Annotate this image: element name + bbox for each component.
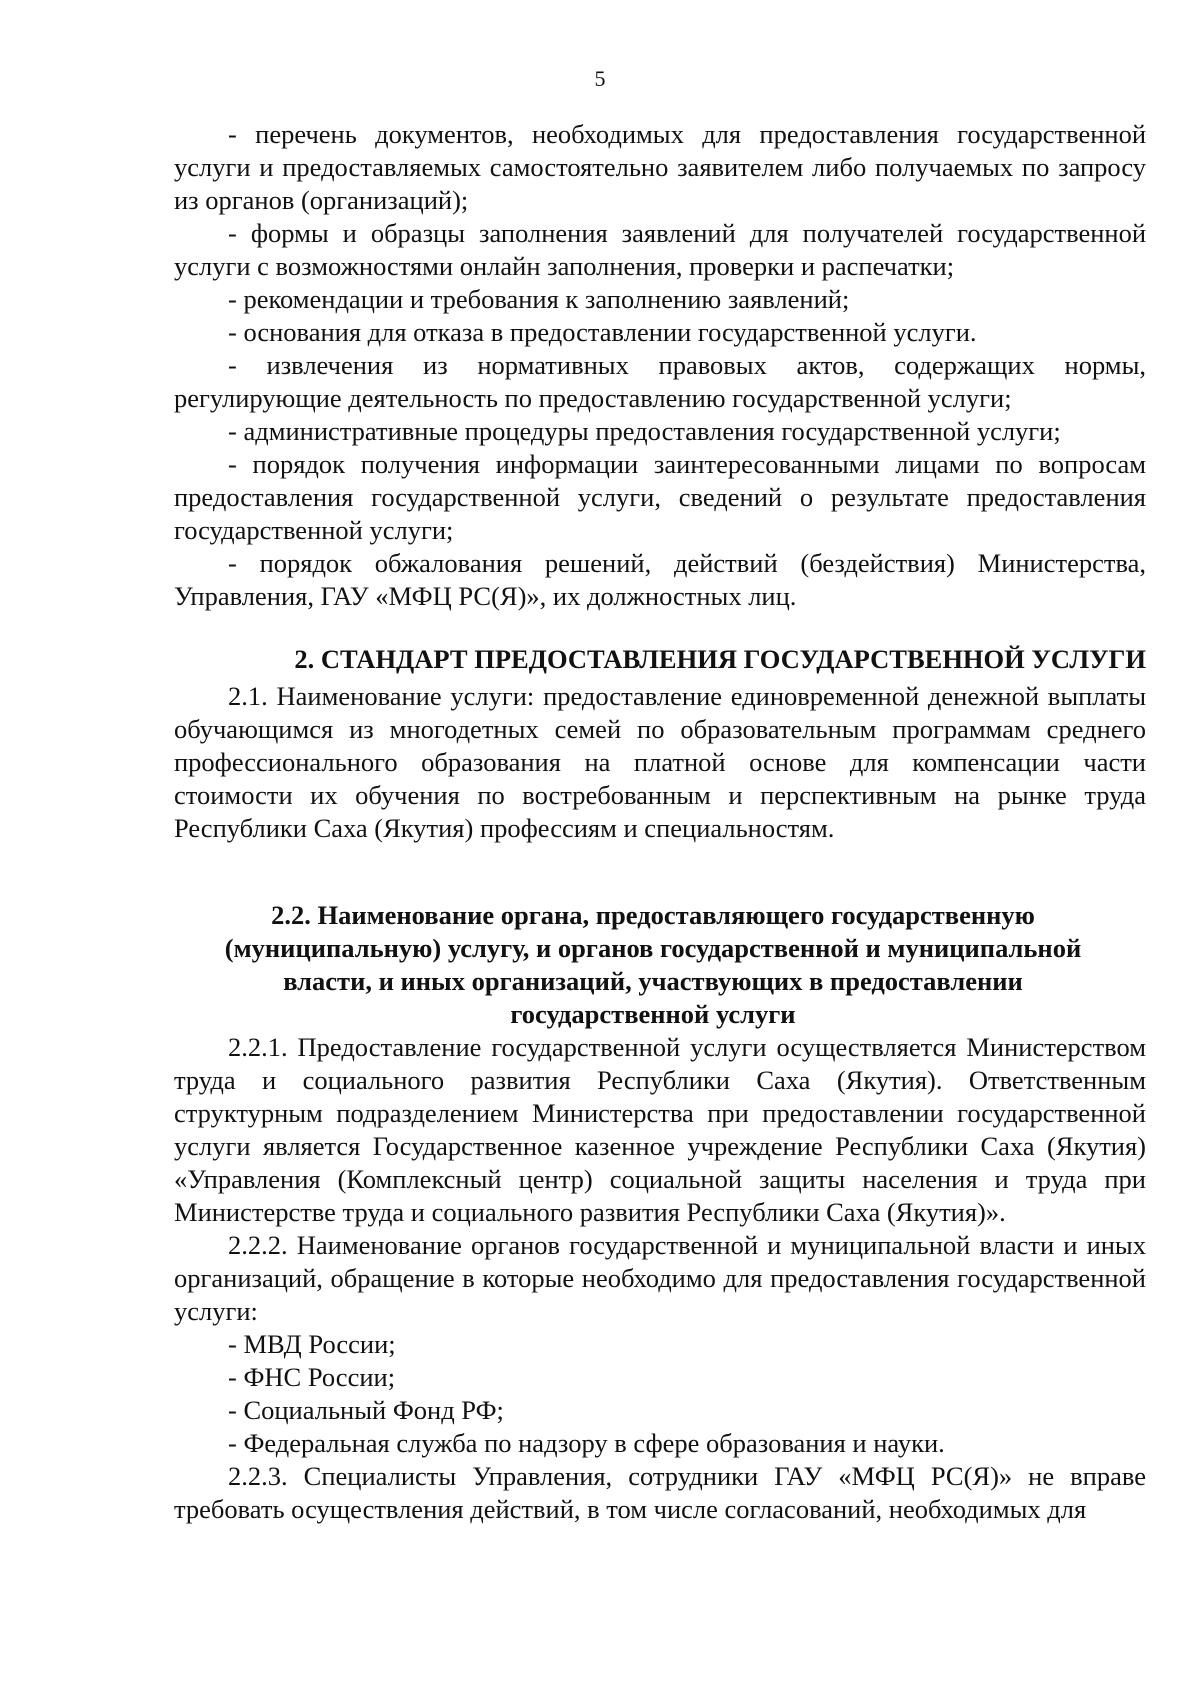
intro-list-item: - административные процедуры предоставления государственной услуги; xyxy=(228,416,1061,446)
intro-list-item: - извлечения из нормативных правовых актов, содержащих нормы, регулирующие деятельность по предоставлению государственной услуги; xyxy=(174,350,1146,413)
section-2-2-heading-line: власти, и иных организаций, участвующих в предоставлении xyxy=(283,966,1023,996)
intro-list-item: - порядок получения информации заинтересованными лицами по вопросам предоставления государственной услуги, сведений о результате предоставления государственной услуги; xyxy=(174,449,1146,545)
intro-list-item: - основания для отказа в предоставлении государственной услуги. xyxy=(228,317,977,347)
page-number: 5 xyxy=(594,66,606,91)
section-2-2-heading-line: 2.2. Наименование органа, предоставляющего государственную xyxy=(271,900,1035,930)
intro-list-item: - порядок обжалования решений, действий (бездействия) Министерства, Управления, ГАУ «МФЦ РС(Я)», их должностных лиц. xyxy=(174,548,1146,611)
document-body xyxy=(174,118,1146,1526)
org-list-item: - МВД России; xyxy=(228,1329,396,1359)
org-list-item: - Социальный Фонд РФ; xyxy=(228,1395,504,1425)
org-list-item: - Федеральная служба по надзору в сфере образования и науки. xyxy=(228,1428,945,1458)
section-2-2-heading xyxy=(174,899,1146,1031)
paragraph-2-2-3: 2.2.3. Специалисты Управления, сотрудники ГАУ «МФЦ РС(Я)» не вправе требовать осуществления действий, в том числе согласований, необходимых для xyxy=(174,1461,1146,1524)
intro-list-item: - формы и образцы заполнения заявлений для получателей государственной услуги с возможностями онлайн заполнения, проверки и распечатки; xyxy=(174,218,1146,281)
paragraph-2-2-2: 2.2.2. Наименование органов государственной и муниципальной власти и иных организаций, обращение в которые необходимо для предоставления государственной услуги: xyxy=(174,1230,1146,1326)
paragraph-2-2-1: 2.2.1. Предоставление государственной услуги осуществляется Министерством труда и социального развития Республики Саха (Якутия). Ответственным структурным подразделением Министерства при предоставлении государственной услуги является Государственное казенное учреждение Республики Саха (Якутия) «Управления (Комплексный центр) социальной защиты населения и труда при Министерстве труда и социального развития Республики Саха (Якутия)». xyxy=(174,1032,1146,1227)
intro-list-item: - рекомендации и требования к заполнению заявлений; xyxy=(228,284,850,314)
intro-list-item: - перечень документов, необходимых для предоставления государственной услуги и предоставляемых самостоятельно заявителем либо получаемых по запросу из органов (организаций); xyxy=(174,119,1146,215)
section-2-2-heading-line: (муниципальную) услугу, и органов государственной и муниципальной xyxy=(224,933,1082,963)
paragraph-2-1: 2.1. Наименование услуги: предоставление единовременной денежной выплаты обучающимся из многодетных семей по образовательным программам среднего профессионального образования на платной основе для компенсации части стоимости их обучения по востребованным и перспективным на рынке труда Республики Саха (Якутия) профессиям и специальностям. xyxy=(174,681,1146,843)
section-2-heading: 2. СТАНДАРТ ПРЕДОСТАВЛЕНИЯ ГОСУДАРСТВЕННОЙ УСЛУГИ xyxy=(294,644,1146,674)
org-list-item: - ФНС России; xyxy=(228,1362,396,1392)
section-2-2-heading-line: государственной услуги xyxy=(510,999,796,1029)
